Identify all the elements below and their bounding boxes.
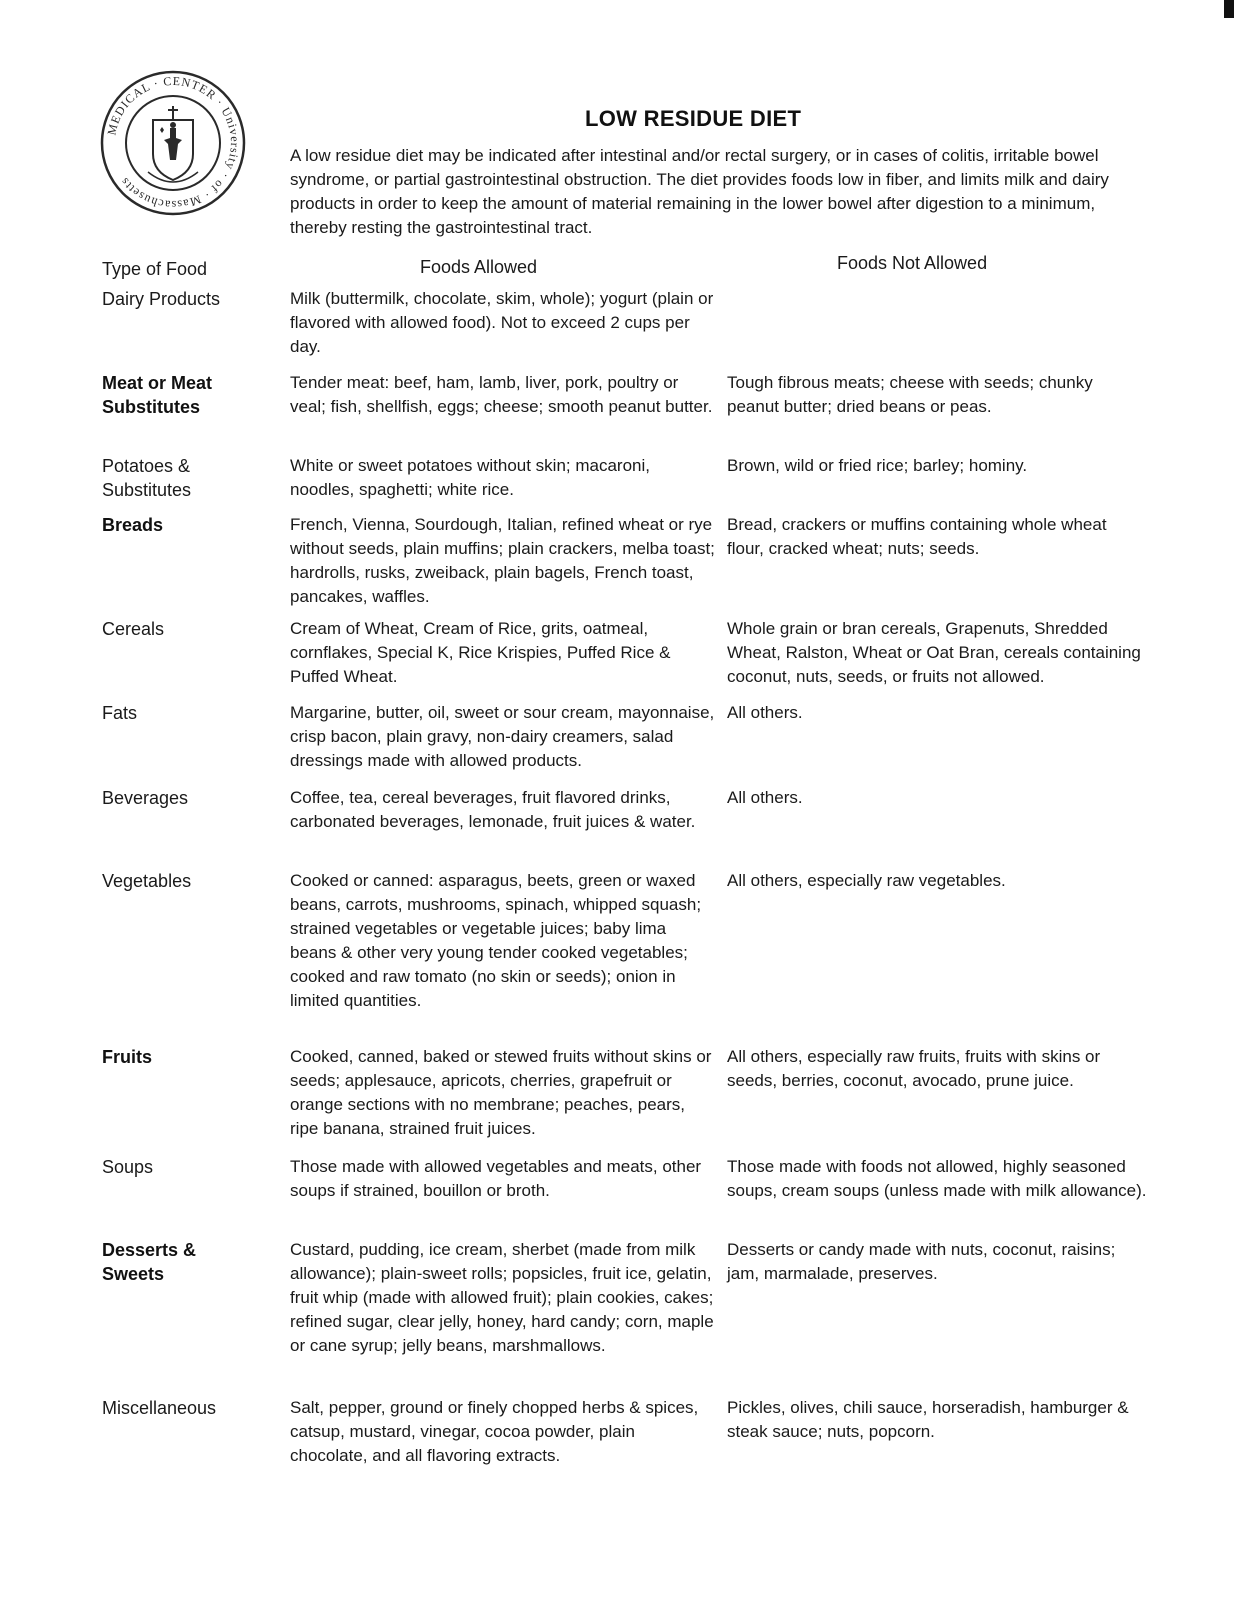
category-label: Cereals (102, 619, 165, 639)
header-foods-allowed: Foods Allowed (420, 257, 538, 277)
foods-allowed-text: Cream of Wheat, Cream of Rice, grits, oatmeal, cornflakes, Special K, Rice Krispies, Puffed Rice & Puffed Wheat. (290, 619, 671, 686)
foods-allowed-text: Cooked or canned: asparagus, beets, green or waxed beans, carrots, mushrooms, spinach, whipped squash; strained vegetables or vegetable juices; baby lima beans & other very young tender cooked vegetables; cooked and raw tomato (no skin or seeds); onion in limited quantities. (290, 871, 702, 1010)
foods-allowed-text: White or sweet potatoes without skin; macaroni, noodles, spaghetti; white rice. (290, 456, 650, 499)
header-type-of-food: Type of Food (102, 259, 208, 279)
category-label: Miscellaneous (102, 1398, 217, 1418)
foods-not-allowed-text: Those made with foods not allowed, highly seasoned soups, cream soups (unless made with milk allowance). (727, 1157, 1147, 1200)
category-label: Breads (102, 515, 164, 535)
foods-not-allowed-text: All others, especially raw vegetables. (727, 871, 1006, 890)
document-title: LOW RESIDUE DIET (585, 106, 802, 131)
foods-not-allowed-text: Pickles, olives, chili sauce, horseradish, hamburger & steak sauce; nuts, popcorn. (727, 1398, 1129, 1441)
foods-allowed-text: Those made with allowed vegetables and meats, other soups if strained, bouillon or broth. (290, 1157, 702, 1200)
foods-not-allowed-text: All others. (727, 788, 803, 807)
category-label: Fats (102, 703, 138, 723)
intro-paragraph: A low residue diet may be indicated after intestinal and/or rectal surgery, or in cases of colitis, irritable bowel syndrome, or partial gastrointestinal obstruction. The diet provides foods low in fiber, and limits milk and dairy products in order to keep the amount of material remaining in the lower bowel after digestion to a minimum, thereby resting the gastrointestinal tract. (290, 146, 1109, 237)
category-label: Vegetables (102, 871, 192, 891)
foods-allowed-text: Tender meat: beef, ham, lamb, liver, pork, poultry or veal; fish, shellfish, eggs; cheese; smooth peanut butter. (290, 373, 713, 416)
seal-ring-text: MEDICAL · CENTER · University · of · Massachusetts (104, 73, 243, 213)
category-label: Soups (102, 1157, 154, 1177)
category-label: Beverages (102, 788, 189, 808)
foods-not-allowed-text: Whole grain or bran cereals, Grapenuts, Shredded Wheat, Ralston, Wheat or Oat Bran, cereals containing coconut, nuts, seeds, or fruits not allowed. (727, 619, 1141, 686)
foods-allowed-text: Custard, pudding, ice cream, sherbet (made from milk allowance); plain-sweet rolls; popsicles, fruit ice, gelatin, fruit whip (made with allowed fruit); plain cookies, cakes; refined sugar, clear jelly, honey, hard candy; corn, maple or cane syrup; jelly beans, marshmallows. (290, 1240, 714, 1355)
foods-allowed-text: Cooked, canned, baked or stewed fruits without skins or seeds; applesauce, apricots, cherries, grapefruit or orange sections with no membrane; peaches, pears, ripe banana, strained fruit juices. (290, 1047, 712, 1138)
foods-not-allowed-text: All others, especially raw fruits, fruits with skins or seeds, berries, coconut, avocado, prune juice. (727, 1047, 1101, 1090)
foods-not-allowed-text: Tough fibrous meats; cheese with seeds; chunky peanut butter; dried beans or peas. (727, 373, 1093, 416)
university-seal-logo (98, 68, 248, 218)
foods-not-allowed-text: Desserts or candy made with nuts, coconut, raisins; jam, marmalade, preserves. (727, 1240, 1116, 1283)
category-label: Fruits (102, 1047, 153, 1067)
foods-not-allowed-text: All others. (727, 703, 803, 722)
category-label: Meat or Meat Substitutes (102, 373, 213, 417)
foods-allowed-text: Margarine, butter, oil, sweet or sour cream, mayonnaise, crisp bacon, plain gravy, non-dairy creamers, salad dressings made with allowed products. (290, 703, 715, 770)
seal-shield-icon (148, 106, 198, 182)
category-label: Dairy Products (102, 289, 221, 309)
foods-allowed-text: Milk (buttermilk, chocolate, skim, whole); yogurt (plain or flavored with allowed food). Not to exceed 2 cups per day. (290, 289, 714, 356)
scan-edge-mark (1224, 0, 1234, 18)
foods-allowed-text: Coffee, tea, cereal beverages, fruit flavored drinks, carbonated beverages, lemonade, fruit juices & water. (290, 788, 696, 831)
category-label: Potatoes & Substitutes (102, 456, 192, 500)
foods-not-allowed-text: Brown, wild or fried rice; barley; hominy. (727, 456, 1028, 475)
header-foods-not-allowed: Foods Not Allowed (837, 253, 988, 273)
foods-allowed-text: French, Vienna, Sourdough, Italian, refined wheat or rye without seeds, plain muffins; plain crackers, melba toast; hardrolls, rusks, zweiback, plain bagels, French toast, pancakes, waffles. (290, 515, 715, 606)
foods-not-allowed-text: Bread, crackers or muffins containing whole wheat flour, cracked wheat; nuts; seeds. (727, 515, 1107, 558)
foods-allowed-text: Salt, pepper, ground or finely chopped herbs & spices, catsup, mustard, vinegar, cocoa powder, plain chocolate, and all flavoring extracts. (290, 1398, 699, 1465)
category-label: Desserts & Sweets (102, 1240, 197, 1284)
